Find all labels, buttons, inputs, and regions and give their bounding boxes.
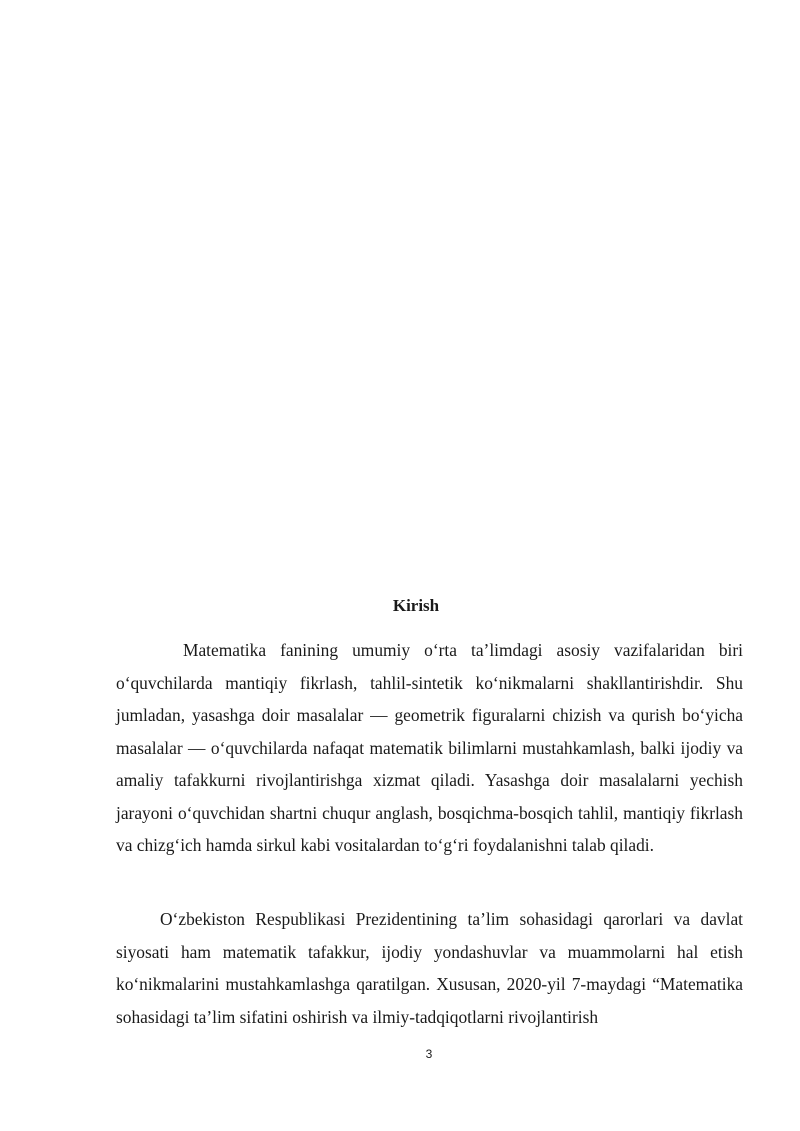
section-heading: Kirish	[392, 596, 440, 615]
body-paragraph: O‘zbekiston Respublikasi Prezidentining ta’lim sohasidagi qarorlari va davlat siyosati ham matematik tafakkur, ijodiy yondashuvlar va muammolarni hal etish ko‘nikmalarini mustahkamlashga qaratilgan. Xususan, 2020-yil 7-maydagi “Matematika sohasidagi ta’lim sifatini oshirish va ilmiy-tadqiqotlarni rivojlantirish	[116, 909, 743, 1027]
body-paragraph: Matematika fanining umumiy o‘rta ta’limdagi asosiy vazifalaridan biri o‘quvchilarda mantiqiy fikrlash, tahlil-sintetik ko‘nikmalarni shakllantirishdir. Shu jumladan, yasashga doir masalalar — geometrik figuralarni chizish va qurish bo‘yicha masalalar — o‘quvchilarda nafaqat matematik bilimlarni mustahkamlash, balki ijodiy va amaliy tafakkurni rivojlantirishga xizmat qiladi. Yasashga doir masalalarni yechish jarayoni o‘quvchidan shartni chuqur anglash, bosqichma-bosqich tahlil, mantiqiy fikrlash va chizg‘ich hamda sirkul kabi vositalardan to‘g‘ri foydalanishni talab qiladi.	[116, 640, 743, 855]
page-number: 3	[425, 1047, 433, 1061]
